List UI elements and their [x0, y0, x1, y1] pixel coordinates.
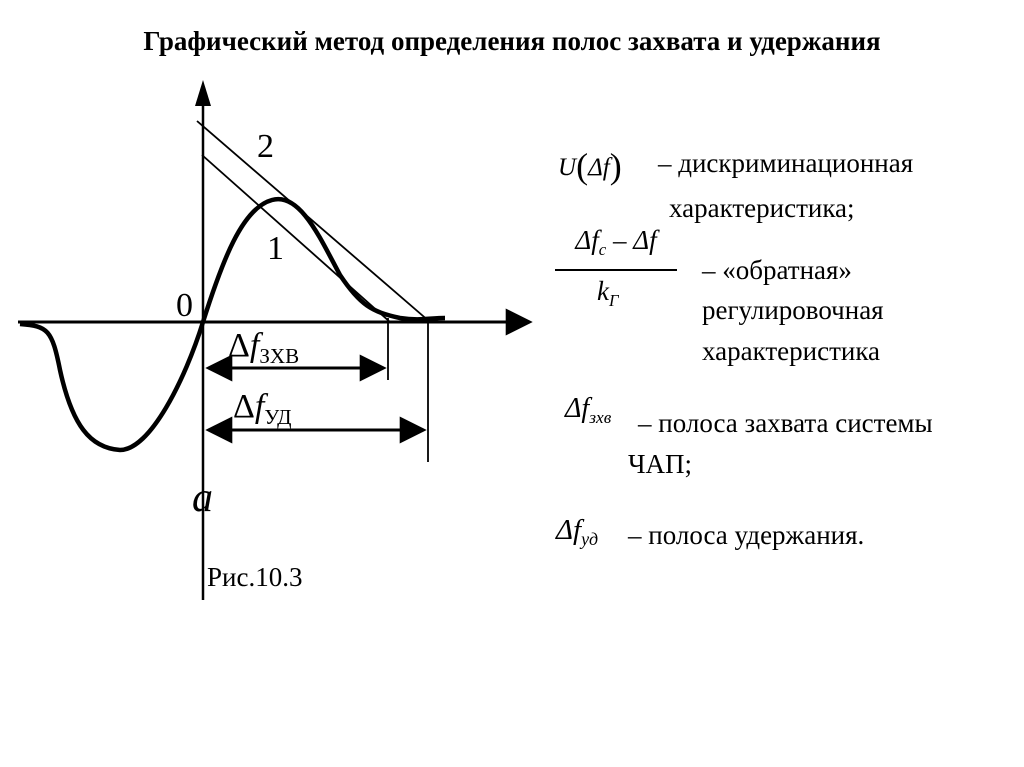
fraction-numerator — [552, 225, 680, 259]
frac-den-sub: Г — [608, 290, 619, 310]
disc-text-2: характеристика; — [669, 193, 855, 223]
disc-formula-u: U — [558, 154, 577, 181]
line-label-1: 1 — [267, 230, 284, 267]
fraction-denominator — [597, 276, 619, 310]
figure-caption: Рис.10.3 — [207, 562, 303, 592]
inv-text-1: – «обратная» — [702, 255, 852, 285]
y-axis-arrowhead — [195, 80, 211, 106]
cap-text-1: – полоса захвата системы — [638, 408, 933, 438]
frac-den: k — [597, 276, 609, 306]
fraction-bar — [555, 269, 677, 271]
frac-num-a-sub: c — [598, 239, 607, 259]
hold-sub: уд — [581, 529, 599, 550]
hold-text: – полоса удержания. — [628, 520, 865, 550]
cap-sub: зхв — [589, 408, 612, 428]
hold-band-label — [233, 388, 292, 430]
disc-formula: U(Δf) — [558, 146, 622, 186]
regulation-line-2 — [197, 121, 430, 322]
origin-label: 0 — [176, 287, 193, 324]
f-symbol: f — [254, 388, 265, 425]
delta-symbol: Δ — [233, 388, 255, 425]
capture-band-label — [228, 327, 300, 369]
disc-formula-arg: Δf — [588, 154, 610, 181]
hold-subscript: УД — [264, 405, 292, 430]
page-title: Графический метод определения полос захвата и удержания — [143, 26, 881, 56]
inv-text-2: регулировочная — [702, 295, 884, 325]
regulation-line-1 — [202, 155, 390, 322]
cap-sym: Δf — [565, 393, 590, 424]
inv-text-3: характеристика — [702, 336, 881, 366]
panel-label: a — [192, 475, 213, 521]
cap-text-2: ЧАП; — [628, 449, 693, 479]
frac-num-a: Δf — [575, 225, 599, 255]
hold-symbol — [556, 514, 599, 550]
capture-subscript: ЗХВ — [259, 344, 300, 369]
delta-symbol: Δ — [228, 327, 250, 364]
cap-symbol — [565, 393, 612, 428]
f-symbol: f — [249, 327, 260, 364]
disc-text-1: – дискриминационная — [658, 148, 914, 178]
frac-num-b: – Δf — [612, 225, 657, 255]
hold-sym: Δf — [556, 514, 582, 546]
line-label-2: 2 — [257, 128, 274, 165]
